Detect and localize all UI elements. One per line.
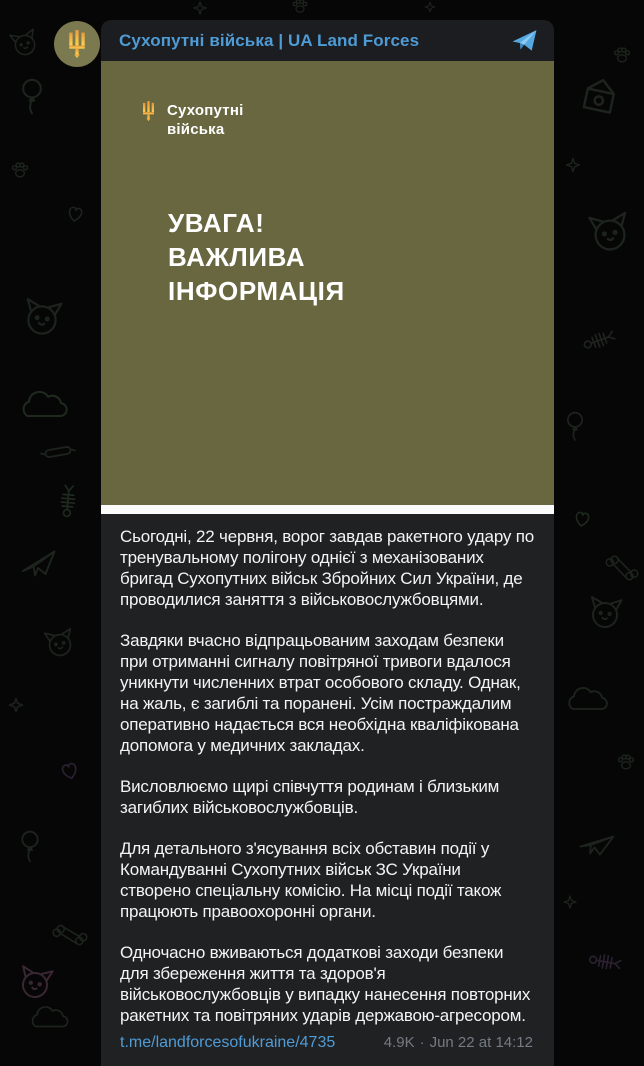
land-forces-trident-icon: [140, 101, 157, 121]
post-date[interactable]: Jun 22 at 14:12: [429, 1034, 533, 1051]
land-forces-logo: [140, 101, 243, 139]
logo-text: Сухопутні війська: [167, 102, 244, 138]
paragraph: Для детального з'ясування всіх обставин події у Командуванні Сухопутних військ ЗС України створено спеціальну комісію. На місці події також працюють правоохоронні органи.: [120, 839, 502, 921]
post-card: [101, 20, 554, 1066]
views-count: 4.9K: [383, 1034, 415, 1051]
message-text: [101, 514, 554, 1066]
post-meta: 4.9K · Jun 22 at 14:12: [383, 1034, 533, 1051]
paragraph: Сьогодні, 22 червня, ворог завдав ракетного удару по тренувальному полігону однієї з механізованих бригад Сухопутних військ Збройних Сил України, де проводилися заняття з військовослужбовцями.: [120, 527, 534, 609]
post-image[interactable]: [101, 61, 554, 505]
post-header: [101, 20, 554, 61]
paragraph: Висловлюємо щирі співчуття родинам і близьким загиблих військовослужбовців.: [120, 777, 500, 817]
post-link[interactable]: t.me/landforcesofukraine/4735: [120, 1034, 336, 1051]
post-footer: [120, 1034, 533, 1052]
land-forces-trident-icon: [65, 30, 89, 58]
paragraph: Одночасно вживаються додаткові заходи безпеки для збереження життя та здоров'я військовослужбовців у випадку нанесення повторних ракетних та повітряних ударів державою-агресором.: [120, 943, 531, 1025]
channel-name-link[interactable]: Сухопутні війська | UA Land Forces: [119, 30, 420, 50]
image-heading: УВАГА! ВАЖЛИВА ІНФОРМАЦІЯ: [168, 208, 345, 306]
paragraph: Завдяки вчасно відпрацьованим заходам безпеки при отриманні сигналу повітряної тривоги вдалося уникнути численних втрат особового складу. Однак, на жаль, є загиблі та поранені. Усім постраждалим оперативно надається вся необхідна кваліфікована допомога у медичних закладах.: [120, 631, 521, 755]
channel-avatar[interactable]: [54, 21, 100, 67]
telegram-plane-icon[interactable]: [510, 29, 538, 53]
image-footer-strip: [101, 505, 554, 514]
